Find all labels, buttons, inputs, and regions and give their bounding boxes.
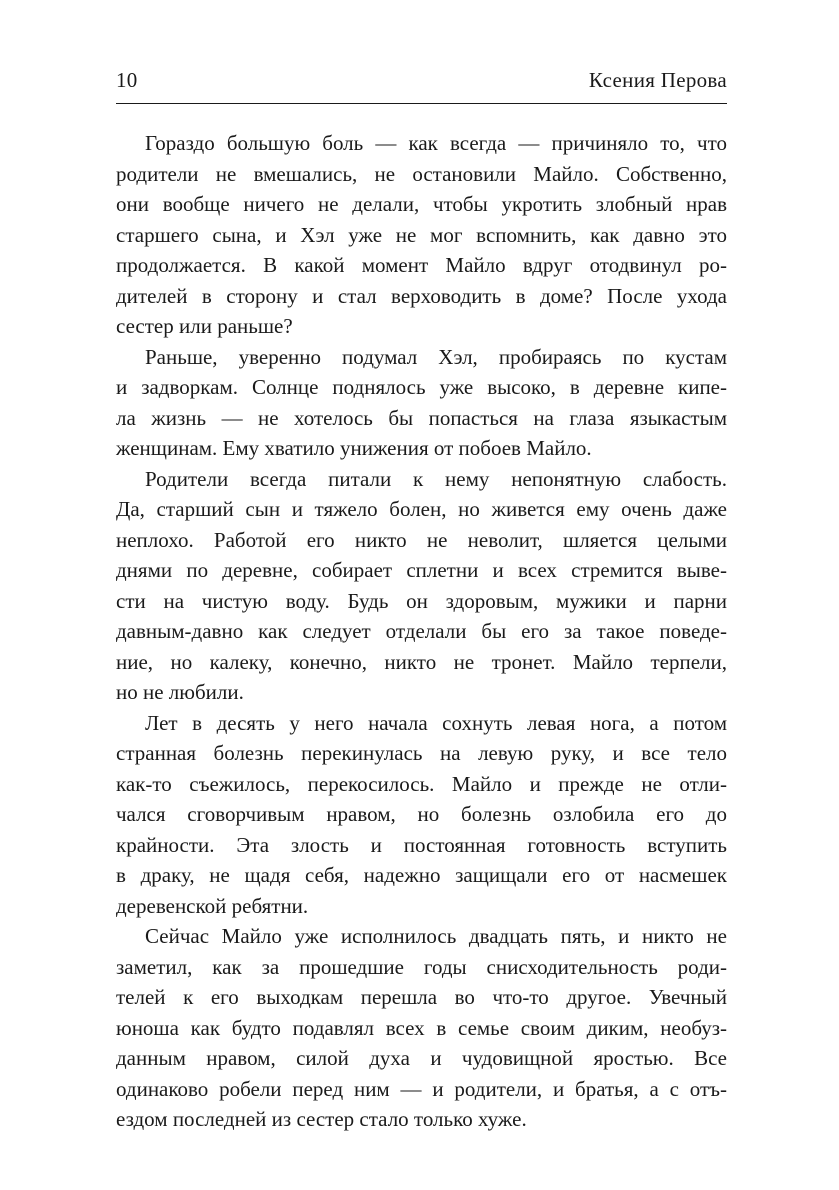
text-line: ла жизнь — не хотелось бы попасться на глаза языкастым — [116, 405, 727, 430]
text-line: деревенской ребятни. — [116, 893, 309, 918]
text-line: но не любили. — [116, 680, 244, 704]
text-line: заметил, как за прошедшие годы снисходительность роди- — [116, 954, 727, 979]
text-line: юноша как будто подавлял всех в семье своим диким, необуз- — [116, 1015, 727, 1040]
running-title: Ксения Перова — [588, 68, 727, 92]
text-line: Раньше, уверенно подумал Хэл, пробираясь по кустам — [145, 344, 727, 369]
text-line: родители не вмешались, не остановили Майло. Собственно, — [116, 161, 727, 186]
text-line: Лет в десять у него начала сохнуть левая нога, а потом — [145, 710, 727, 735]
text-line: женщинам. Ему хватило унижения от побоев Майло. — [116, 436, 592, 460]
text-line: сти на чистую воду. Будь он здоровым, мужики и парни — [116, 588, 727, 613]
text-line: одинаково робели перед ним — и родители, и братья, а с отъ- — [116, 1076, 727, 1101]
text-line: крайности. Эта злость и постоянная готовность вступить — [116, 832, 727, 857]
text-line: старшего сына, и Хэл уже не мог вспомнить, как давно это — [116, 222, 727, 247]
text-line: Сейчас Майло уже исполнилось двадцать пять, и никто не — [145, 924, 727, 948]
paragraph — [116, 464, 727, 708]
text-line: ездом последней из сестер стало только хуже. — [116, 1107, 527, 1131]
header-rule — [116, 103, 727, 104]
text-line: как-то съежилось, перекосилось. Майло и прежде не отли- — [116, 771, 727, 796]
text-line: неплохо. Работой его никто не неволит, шляется целыми — [116, 527, 727, 552]
text-line: днями по деревне, собирает сплетни и всех стремится выве- — [116, 558, 727, 582]
text-line: продолжается. В какой момент Майло вдруг отодвинул ро- — [116, 253, 727, 277]
text-line: Гораздо большую боль — как всегда — причиняло то, что — [145, 131, 727, 155]
text-line: странная болезнь перекинулась на левую руку, и все тело — [116, 741, 727, 765]
text-line: дителей в сторону и стал верховодить в доме? После ухода — [116, 283, 727, 308]
page-number: 10 — [116, 68, 138, 92]
text-line: и задворкам. Солнце поднялось уже высоко, в деревне кипе- — [116, 375, 727, 399]
body-text — [116, 128, 727, 1135]
text-line: сестер или раньше? — [116, 314, 293, 338]
text-line: телей к его выходкам перешла во что-то другое. Увечный — [116, 985, 727, 1009]
text-line: давным-давно как следует отделали бы его за такое поведе- — [116, 619, 727, 643]
paragraph — [116, 342, 727, 464]
running-header — [116, 68, 727, 98]
text-line: в драку, не щадя себя, надежно защищали его от насмешек — [116, 863, 727, 887]
text-line: ние, но калеку, конечно, никто не тронет. Майло терпели, — [116, 649, 727, 674]
text-line: данным нравом, силой духа и чудовищной яростью. Все — [116, 1046, 727, 1070]
text-line: Родители всегда питали к нему непонятную слабость. — [145, 466, 727, 491]
text-line: они вообще ничего не делали, чтобы укротить злобный нрав — [116, 192, 727, 216]
paragraph — [116, 708, 727, 922]
paragraph — [116, 921, 727, 1135]
text-line: чался сговорчивым нравом, но болезнь озлобила его до — [116, 802, 727, 826]
paragraph — [116, 128, 727, 342]
text-line: Да, старший сын и тяжело болен, но живется ему очень даже — [116, 497, 727, 521]
